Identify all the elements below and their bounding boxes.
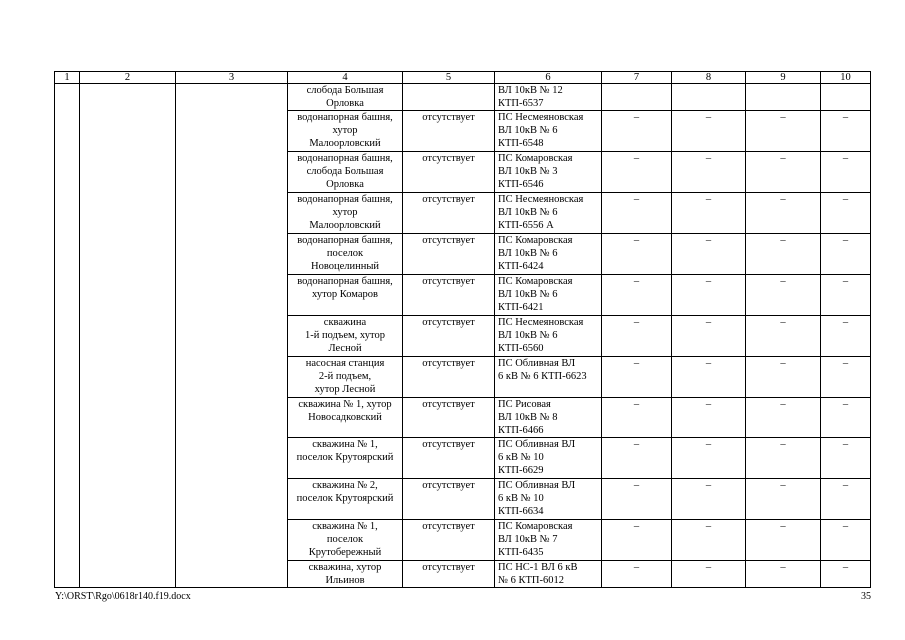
column-number-row	[55, 72, 871, 84]
object-name-line: хутор Комаров	[312, 289, 378, 300]
col-7-cell: –	[602, 438, 672, 479]
power-source-line: 6 кВ № 6 КТП-6623	[498, 371, 587, 382]
status-cell: отсутствует	[403, 275, 495, 316]
col-2-cell	[80, 84, 176, 588]
column-number: 1	[55, 72, 80, 84]
column-number: 7	[602, 72, 672, 84]
status-cell: отсутствует	[403, 357, 495, 398]
object-name-line: слобода Большая	[306, 85, 384, 96]
column-number: 6	[495, 72, 602, 84]
object-name-line: 1-й подъем, хутор	[305, 330, 385, 341]
status-cell: отсутствует	[403, 111, 495, 152]
status-cell: отсутствует	[403, 316, 495, 357]
column-number: 5	[403, 72, 495, 84]
column-number: 3	[176, 72, 288, 84]
object-name-line: водонапорная башня,	[297, 276, 393, 287]
status-cell: отсутствует	[403, 479, 495, 520]
col-10-cell	[821, 84, 871, 111]
object-name-line: скважина № 1,	[312, 439, 378, 450]
object-name-cell	[288, 479, 403, 520]
power-source-cell	[495, 479, 602, 520]
col-9-cell: –	[746, 275, 821, 316]
object-name-cell	[288, 520, 403, 561]
object-name-line: насосная станция	[305, 358, 385, 369]
col-9-cell: –	[746, 152, 821, 193]
object-name-line: Малоорловский	[309, 138, 381, 149]
object-name-cell	[288, 111, 403, 152]
object-name-line: Новоцелинный	[310, 261, 380, 272]
col-3-cell	[176, 84, 288, 588]
col-7-cell	[602, 84, 672, 111]
object-name-cell	[288, 275, 403, 316]
power-source-line: ВЛ 10кВ № 6	[498, 289, 558, 300]
object-name-cell	[288, 398, 403, 438]
object-name-line: скважина № 1, хутор	[298, 399, 392, 410]
power-source-line: ВЛ 10кВ № 7	[498, 534, 558, 545]
object-name-line: 2-й подъем,	[318, 371, 372, 382]
object-name-line: Крутобережный	[308, 547, 382, 558]
col-9-cell: –	[746, 234, 821, 275]
power-source-line: ПС Комаровская	[498, 276, 573, 287]
object-name-cell	[288, 84, 403, 111]
power-source-line: ВЛ 10кВ № 8	[498, 412, 558, 423]
power-source-cell	[495, 275, 602, 316]
col-10-cell: –	[821, 561, 871, 588]
object-name-line: Орловка	[326, 98, 364, 109]
object-name-line: хутор	[332, 125, 358, 136]
col-7-cell: –	[602, 275, 672, 316]
object-name-line: поселок	[326, 534, 364, 545]
status-cell: отсутствует	[403, 193, 495, 234]
object-name-line: скважина № 1,	[312, 521, 378, 532]
col-8-cell: –	[672, 438, 746, 479]
col-8-cell: –	[672, 561, 746, 588]
power-source-line: КТП-6537	[498, 98, 544, 109]
col-8-cell: –	[672, 398, 746, 438]
footer-file-path: Y:\ORST\Rgo\0618r140.f19.docx	[55, 591, 191, 602]
col-7-cell: –	[602, 111, 672, 152]
power-source-line: ВЛ 10кВ № 6	[498, 207, 558, 218]
power-source-line: КТП-6424	[498, 261, 544, 272]
col-8-cell: –	[672, 357, 746, 398]
power-source-line: КТП-6548	[498, 138, 544, 149]
col-7-cell: –	[602, 316, 672, 357]
object-name-line: хутор	[332, 207, 358, 218]
col-8-cell: –	[672, 152, 746, 193]
col-7-cell: –	[602, 479, 672, 520]
object-name-line: Ильинов	[325, 575, 365, 586]
power-source-line: ПС Обливная ВЛ	[498, 480, 576, 491]
col-10-cell: –	[821, 398, 871, 438]
col-10-cell: –	[821, 520, 871, 561]
col-10-cell: –	[821, 316, 871, 357]
power-source-line: ВЛ 10кВ № 6	[498, 330, 558, 341]
table-body	[55, 72, 871, 588]
power-source-line: КТП-6629	[498, 465, 544, 476]
col-9-cell: –	[746, 111, 821, 152]
power-source-line: ВЛ 10кВ № 6	[498, 125, 558, 136]
power-source-line: 6 кВ № 10	[498, 452, 544, 463]
object-name-line: скважина	[323, 317, 367, 328]
col-8-cell: –	[672, 111, 746, 152]
object-name-line: поселок Крутоярский	[296, 452, 394, 463]
col-7-cell: –	[602, 561, 672, 588]
object-name-line: водонапорная башня,	[297, 194, 393, 205]
column-number: 10	[821, 72, 871, 84]
object-name-line: Новосадковский	[308, 412, 382, 423]
col-9-cell: –	[746, 357, 821, 398]
col-7-cell: –	[602, 398, 672, 438]
power-source-cell	[495, 357, 602, 398]
col-8-cell: –	[672, 193, 746, 234]
col-7-cell: –	[602, 357, 672, 398]
column-number: 2	[80, 72, 176, 84]
col-8-cell: –	[672, 234, 746, 275]
column-number: 9	[746, 72, 821, 84]
column-number: 4	[288, 72, 403, 84]
col-8-cell	[672, 84, 746, 111]
power-source-line: КТП-6435	[498, 547, 544, 558]
power-source-line: ПС НС-1 ВЛ 6 кВ	[498, 562, 578, 573]
power-source-line: 6 кВ № 10	[498, 493, 544, 504]
col-7-cell: –	[602, 520, 672, 561]
status-cell: отсутствует	[403, 520, 495, 561]
object-name-line: хутор Лесной	[314, 384, 376, 395]
power-source-line: ПС Рисовая	[498, 399, 551, 410]
power-source-line: ВЛ 10кВ № 12	[498, 85, 563, 96]
col-10-cell: –	[821, 234, 871, 275]
col-9-cell: –	[746, 561, 821, 588]
power-source-line: № 6 КТП-6012	[498, 575, 565, 586]
status-cell: отсутствует	[403, 438, 495, 479]
object-name-line: Орловка	[326, 179, 364, 190]
power-source-line: ВЛ 10кВ № 6	[498, 248, 558, 259]
col-9-cell: –	[746, 520, 821, 561]
table-row	[55, 84, 871, 111]
power-source-cell	[495, 561, 602, 588]
power-source-line: КТП-6560	[498, 343, 544, 354]
col-10-cell: –	[821, 193, 871, 234]
power-source-line: ПС Комаровская	[498, 521, 573, 532]
column-number: 8	[672, 72, 746, 84]
col-10-cell: –	[821, 152, 871, 193]
status-cell: отсутствует	[403, 561, 495, 588]
object-name-line: скважина, хутор	[308, 562, 382, 573]
object-name-cell	[288, 152, 403, 193]
col-7-cell: –	[602, 234, 672, 275]
col-9-cell: –	[746, 479, 821, 520]
object-name-line: поселок Крутоярский	[296, 493, 394, 504]
power-source-cell	[495, 152, 602, 193]
object-name-cell	[288, 357, 403, 398]
status-cell: отсутствует	[403, 234, 495, 275]
power-source-line: ВЛ 10кВ № 3	[498, 166, 558, 177]
power-source-cell	[495, 316, 602, 357]
col-9-cell: –	[746, 438, 821, 479]
power-source-line: ПС Несмеяновская	[498, 194, 584, 205]
page-number: 35	[861, 591, 871, 602]
object-name-cell	[288, 316, 403, 357]
power-source-line: ПС Обливная ВЛ	[498, 439, 576, 450]
power-source-line: ПС Комаровская	[498, 235, 573, 246]
power-source-line: КТП-6634	[498, 506, 544, 517]
power-source-cell	[495, 234, 602, 275]
col-9-cell: –	[746, 193, 821, 234]
object-name-line: поселок	[326, 248, 364, 259]
object-name-cell	[288, 193, 403, 234]
power-source-line: КТП-6546	[498, 179, 544, 190]
col-1-cell	[55, 84, 80, 588]
power-source-cell	[495, 438, 602, 479]
object-name-line: водонапорная башня,	[297, 153, 393, 164]
power-source-line: ПС Несмеяновская	[498, 112, 584, 123]
status-cell: отсутствует	[403, 152, 495, 193]
col-9-cell: –	[746, 316, 821, 357]
data-table	[54, 71, 871, 588]
object-name-line: слобода Большая	[306, 166, 384, 177]
object-name-line: водонапорная башня,	[297, 112, 393, 123]
power-source-cell	[495, 193, 602, 234]
object-name-cell	[288, 234, 403, 275]
power-source-cell	[495, 111, 602, 152]
power-source-line: ПС Комаровская	[498, 153, 573, 164]
col-8-cell: –	[672, 275, 746, 316]
col-10-cell: –	[821, 438, 871, 479]
object-name-cell	[288, 561, 403, 588]
object-name-line: Малоорловский	[309, 220, 381, 231]
col-10-cell: –	[821, 479, 871, 520]
power-source-cell	[495, 84, 602, 111]
power-source-cell	[495, 398, 602, 438]
object-name-line: Лесной	[328, 343, 362, 354]
power-source-line: КТП-6421	[498, 302, 544, 313]
power-source-line: КТП-6556 А	[498, 220, 554, 231]
col-10-cell: –	[821, 275, 871, 316]
col-8-cell: –	[672, 479, 746, 520]
col-9-cell	[746, 84, 821, 111]
col-10-cell: –	[821, 111, 871, 152]
col-8-cell: –	[672, 316, 746, 357]
power-source-line: КТП-6466	[498, 425, 544, 436]
col-7-cell: –	[602, 152, 672, 193]
status-cell: отсутствует	[403, 398, 495, 438]
col-7-cell: –	[602, 193, 672, 234]
power-source-line: ПС Несмеяновская	[498, 317, 584, 328]
col-10-cell: –	[821, 357, 871, 398]
status-cell	[403, 84, 495, 111]
object-name-line: скважина № 2,	[312, 480, 378, 491]
object-name-cell	[288, 438, 403, 479]
col-8-cell: –	[672, 520, 746, 561]
col-9-cell: –	[746, 398, 821, 438]
object-name-line: водонапорная башня,	[297, 235, 393, 246]
power-source-cell	[495, 520, 602, 561]
power-source-line: ПС Обливная ВЛ	[498, 358, 576, 369]
